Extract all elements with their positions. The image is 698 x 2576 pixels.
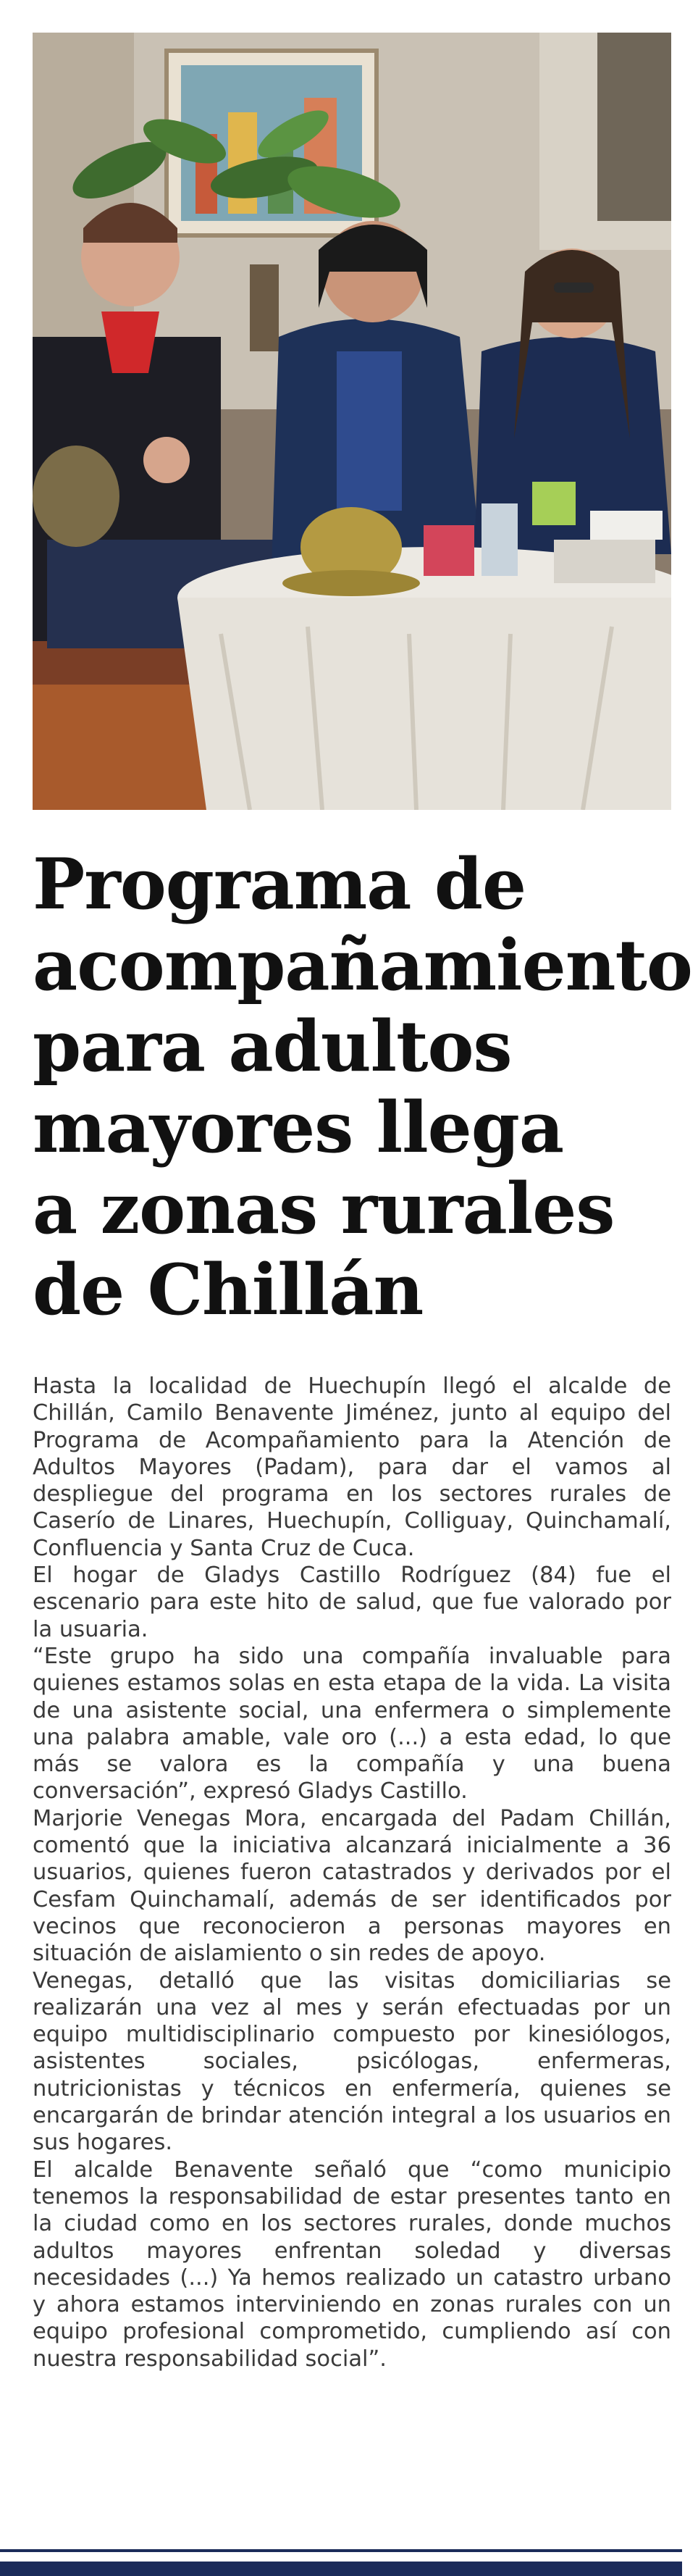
headline-line: para adultos bbox=[33, 1005, 512, 1087]
headline-line: mayores llega bbox=[33, 1087, 564, 1168]
footer-rule bbox=[0, 2549, 698, 2552]
article-paragraph: El alcalde Benavente señaló que “como municipio tenemos la responsabilidad de estar presentes tanto en la ciudad como en los sectores rurales, donde muchos adultos mayores enfrentan soledad y diversas necesidades (...) Ya hemos realizado un catastro urbano y ahora estamos interviniendo en zonas rurales con un equipo profesional comprometido, cumpliendo así con nuestra responsabilidad social”. bbox=[33, 2157, 671, 2372]
article-body bbox=[33, 1373, 671, 2372]
footer-band bbox=[0, 2562, 698, 2576]
headline-line: acompañamiento bbox=[33, 924, 692, 1006]
headline-line: a zonas rurales bbox=[33, 1168, 615, 1250]
article-paragraph: “Este grupo ha sido una compañía invaluable para quienes estamos solas en esta etapa de la vida. La visita de una asistente social, una enfermera o simplemente una palabra amable, vale oro (...) a esta edad, lo que más se valora es la compañía y una buena conversación”, expresó Gladys Castillo. bbox=[33, 1643, 671, 1805]
article-photo bbox=[33, 33, 671, 810]
article-paragraph: Venegas, detalló que las visitas domiciliarias se realizarán una vez al mes y serán efectuadas por un equipo multidisciplinario compuesto por kinesiólogos, asistentes sociales, psicólogas, enfermeras, nutricionistas y técnicos en enfermería, quienes se encargarán de brindar atención integral a los usuarios en sus hogares. bbox=[33, 1967, 671, 2156]
article-paragraph: Marjorie Venegas Mora, encargada del Padam Chillán, comentó que la iniciativa alcanzará inicialmente a 36 usuarios, quienes fueron catastrados y derivados por el Cesfam Quinchamalí, además de ser identificados por vecinos que reconocieron a personas mayores en situación de aislamiento o sin redes de apoyo. bbox=[33, 1805, 671, 1967]
headline-line: de Chillán bbox=[33, 1249, 424, 1331]
article-paragraph: Hasta la localidad de Huechupín llegó el alcalde de Chillán, Camilo Benavente Jiménez, junto al equipo del Programa de Acompañamiento para la Atención de Adultos Mayores (Padam), para dar el vamos al despliegue del programa en los sectores rurales de Caserío de Linares, Huechupín, Colliguay, Quinchamalí, Confluencia y Santa Cruz de Cuca. bbox=[33, 1373, 671, 1561]
article-paragraph: El hogar de Gladys Castillo Rodríguez (84) fue el escenario para este hito de salud, que fue valorado por la usuaria. bbox=[33, 1563, 671, 1642]
footer-edge-gap bbox=[682, 2535, 698, 2576]
headline-line: Programa de bbox=[33, 843, 526, 925]
article-headline bbox=[33, 843, 692, 1331]
